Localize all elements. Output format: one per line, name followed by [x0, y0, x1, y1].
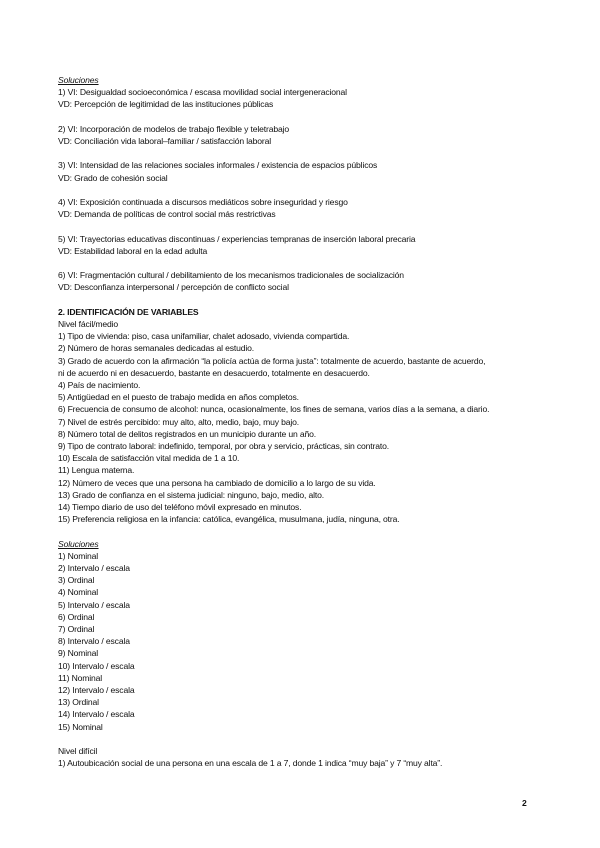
question-item: 13) Grado de confianza en el sistema judicial: ninguno, bajo, medio, alto.: [58, 489, 324, 500]
question-item: 10) Escala de satisfacción vital medida de 1 a 10.: [58, 453, 240, 464]
solution-item: 4) Nominal: [58, 587, 99, 598]
solution-item: 11) Nominal: [58, 672, 103, 683]
question-item: 1) Tipo de vivienda: piso, casa unifamiliar, chalet adosado, vivienda compartida.: [58, 331, 350, 342]
document-page: [58, 74, 558, 769]
solution-item: 13) Ordinal: [58, 697, 99, 708]
question-item: 12) Número de veces que una persona ha cambiado de domicilio a lo largo de su vida.: [58, 477, 376, 488]
solution-vi: 3) VI: Intensidad de las relaciones sociales informales / existencia de espacios públicos: [58, 160, 378, 171]
question-item: 15) Preferencia religiosa en la infancia: católica, evangélica, musulmana, judía, ninguna, otra.: [58, 514, 400, 525]
solution-item: 8) Intervalo / escala: [58, 636, 130, 647]
solution-vd: VD: Grado de cohesión social: [58, 172, 168, 183]
solution-item: 15) Nominal: [58, 721, 103, 732]
solution-vi: 2) VI: Incorporación de modelos de trabajo flexible y teletrabajo: [58, 123, 290, 134]
question-item: 3) Grado de acuerdo con la afirmación “la policía actúa de forma justa”: totalmente de acuerdo, bastante de acuerdo,: [58, 355, 486, 366]
solution-vi: 5) VI: Trayectorias educativas discontinuas / experiencias tempranas de inserción laboral precaria: [58, 233, 416, 244]
question-item: 11) Lengua materna.: [58, 465, 135, 476]
question-item: ni de acuerdo ni en desacuerdo, bastante en desacuerdo, totalmente en desacuerdo.: [58, 367, 370, 378]
solution-vd: VD: Estabilidad laboral en la edad adulta: [58, 245, 208, 256]
solutions-heading: Soluciones: [58, 538, 99, 549]
solution-vi: 6) VI: Fragmentación cultural / debilitamiento de los mecanismos tradicionales de socialización: [58, 270, 404, 281]
solution-vd: VD: Percepción de legitimidad de las instituciones públicas: [58, 99, 274, 110]
question-item: 6) Frecuencia de consumo de alcohol: nunca, ocasionalmente, los fines de semana, varios días a la semana, a diario.: [58, 404, 490, 415]
question-item: 14) Tiempo diario de uso del teléfono móvil expresado en minutos.: [58, 502, 302, 513]
level-label: Nivel difícil: [58, 746, 98, 757]
solution-item: 6) Ordinal: [58, 611, 95, 622]
section-title: 2. IDENTIFICACIÓN DE VARIABLES: [58, 306, 199, 317]
question-item: 5) Antigüedad en el puesto de trabajo medida en años completos.: [58, 392, 299, 403]
solution-item: 10) Intervalo / escala: [58, 660, 135, 671]
page-number: 2: [522, 798, 527, 808]
solution-vd: VD: Desconfianza interpersonal / percepción de conflicto social: [58, 282, 289, 293]
solution-item: 14) Intervalo / escala: [58, 709, 135, 720]
solution-item: 7) Ordinal: [58, 624, 95, 635]
solution-item: 9) Nominal: [58, 648, 99, 659]
solution-vd: VD: Demanda de políticas de control social más restrictivas: [58, 209, 276, 220]
solution-vi: 1) VI: Desigualdad socioeconómica / escasa movilidad social intergeneracional: [58, 87, 347, 98]
solution-item: 12) Intervalo / escala: [58, 685, 135, 696]
question-item: 4) País de nacimiento.: [58, 379, 141, 390]
level-label: Nivel fácil/medio: [58, 318, 119, 329]
solution-item: 2) Intervalo / escala: [58, 563, 130, 574]
solutions-heading: Soluciones: [58, 75, 99, 85]
question-item: 8) Número total de delitos registrados en un municipio durante un año.: [58, 428, 316, 439]
question-item: 1) Autoubicación social de una persona en una escala de 1 a 7, donde 1 indica “muy baja” y 7 “muy alta”.: [58, 758, 443, 769]
question-item: 7) Nivel de estrés percibido: muy alto, alto, medio, bajo, muy bajo.: [58, 416, 300, 427]
question-item: 2) Número de horas semanales dedicadas al estudio.: [58, 343, 255, 354]
solution-vi: 4) VI: Exposición continuada a discursos mediáticos sobre inseguridad y riesgo: [58, 196, 348, 207]
question-item: 9) Tipo de contrato laboral: indefinido, temporal, por obra y servicio, prácticas, sin contrato.: [58, 441, 389, 451]
solution-item: 5) Intervalo / escala: [58, 599, 130, 610]
solution-item: 3) Ordinal: [58, 575, 95, 586]
solution-vd: VD: Conciliación vida laboral–familiar / satisfacción laboral: [58, 136, 271, 146]
solution-item: 1) Nominal: [58, 550, 99, 561]
